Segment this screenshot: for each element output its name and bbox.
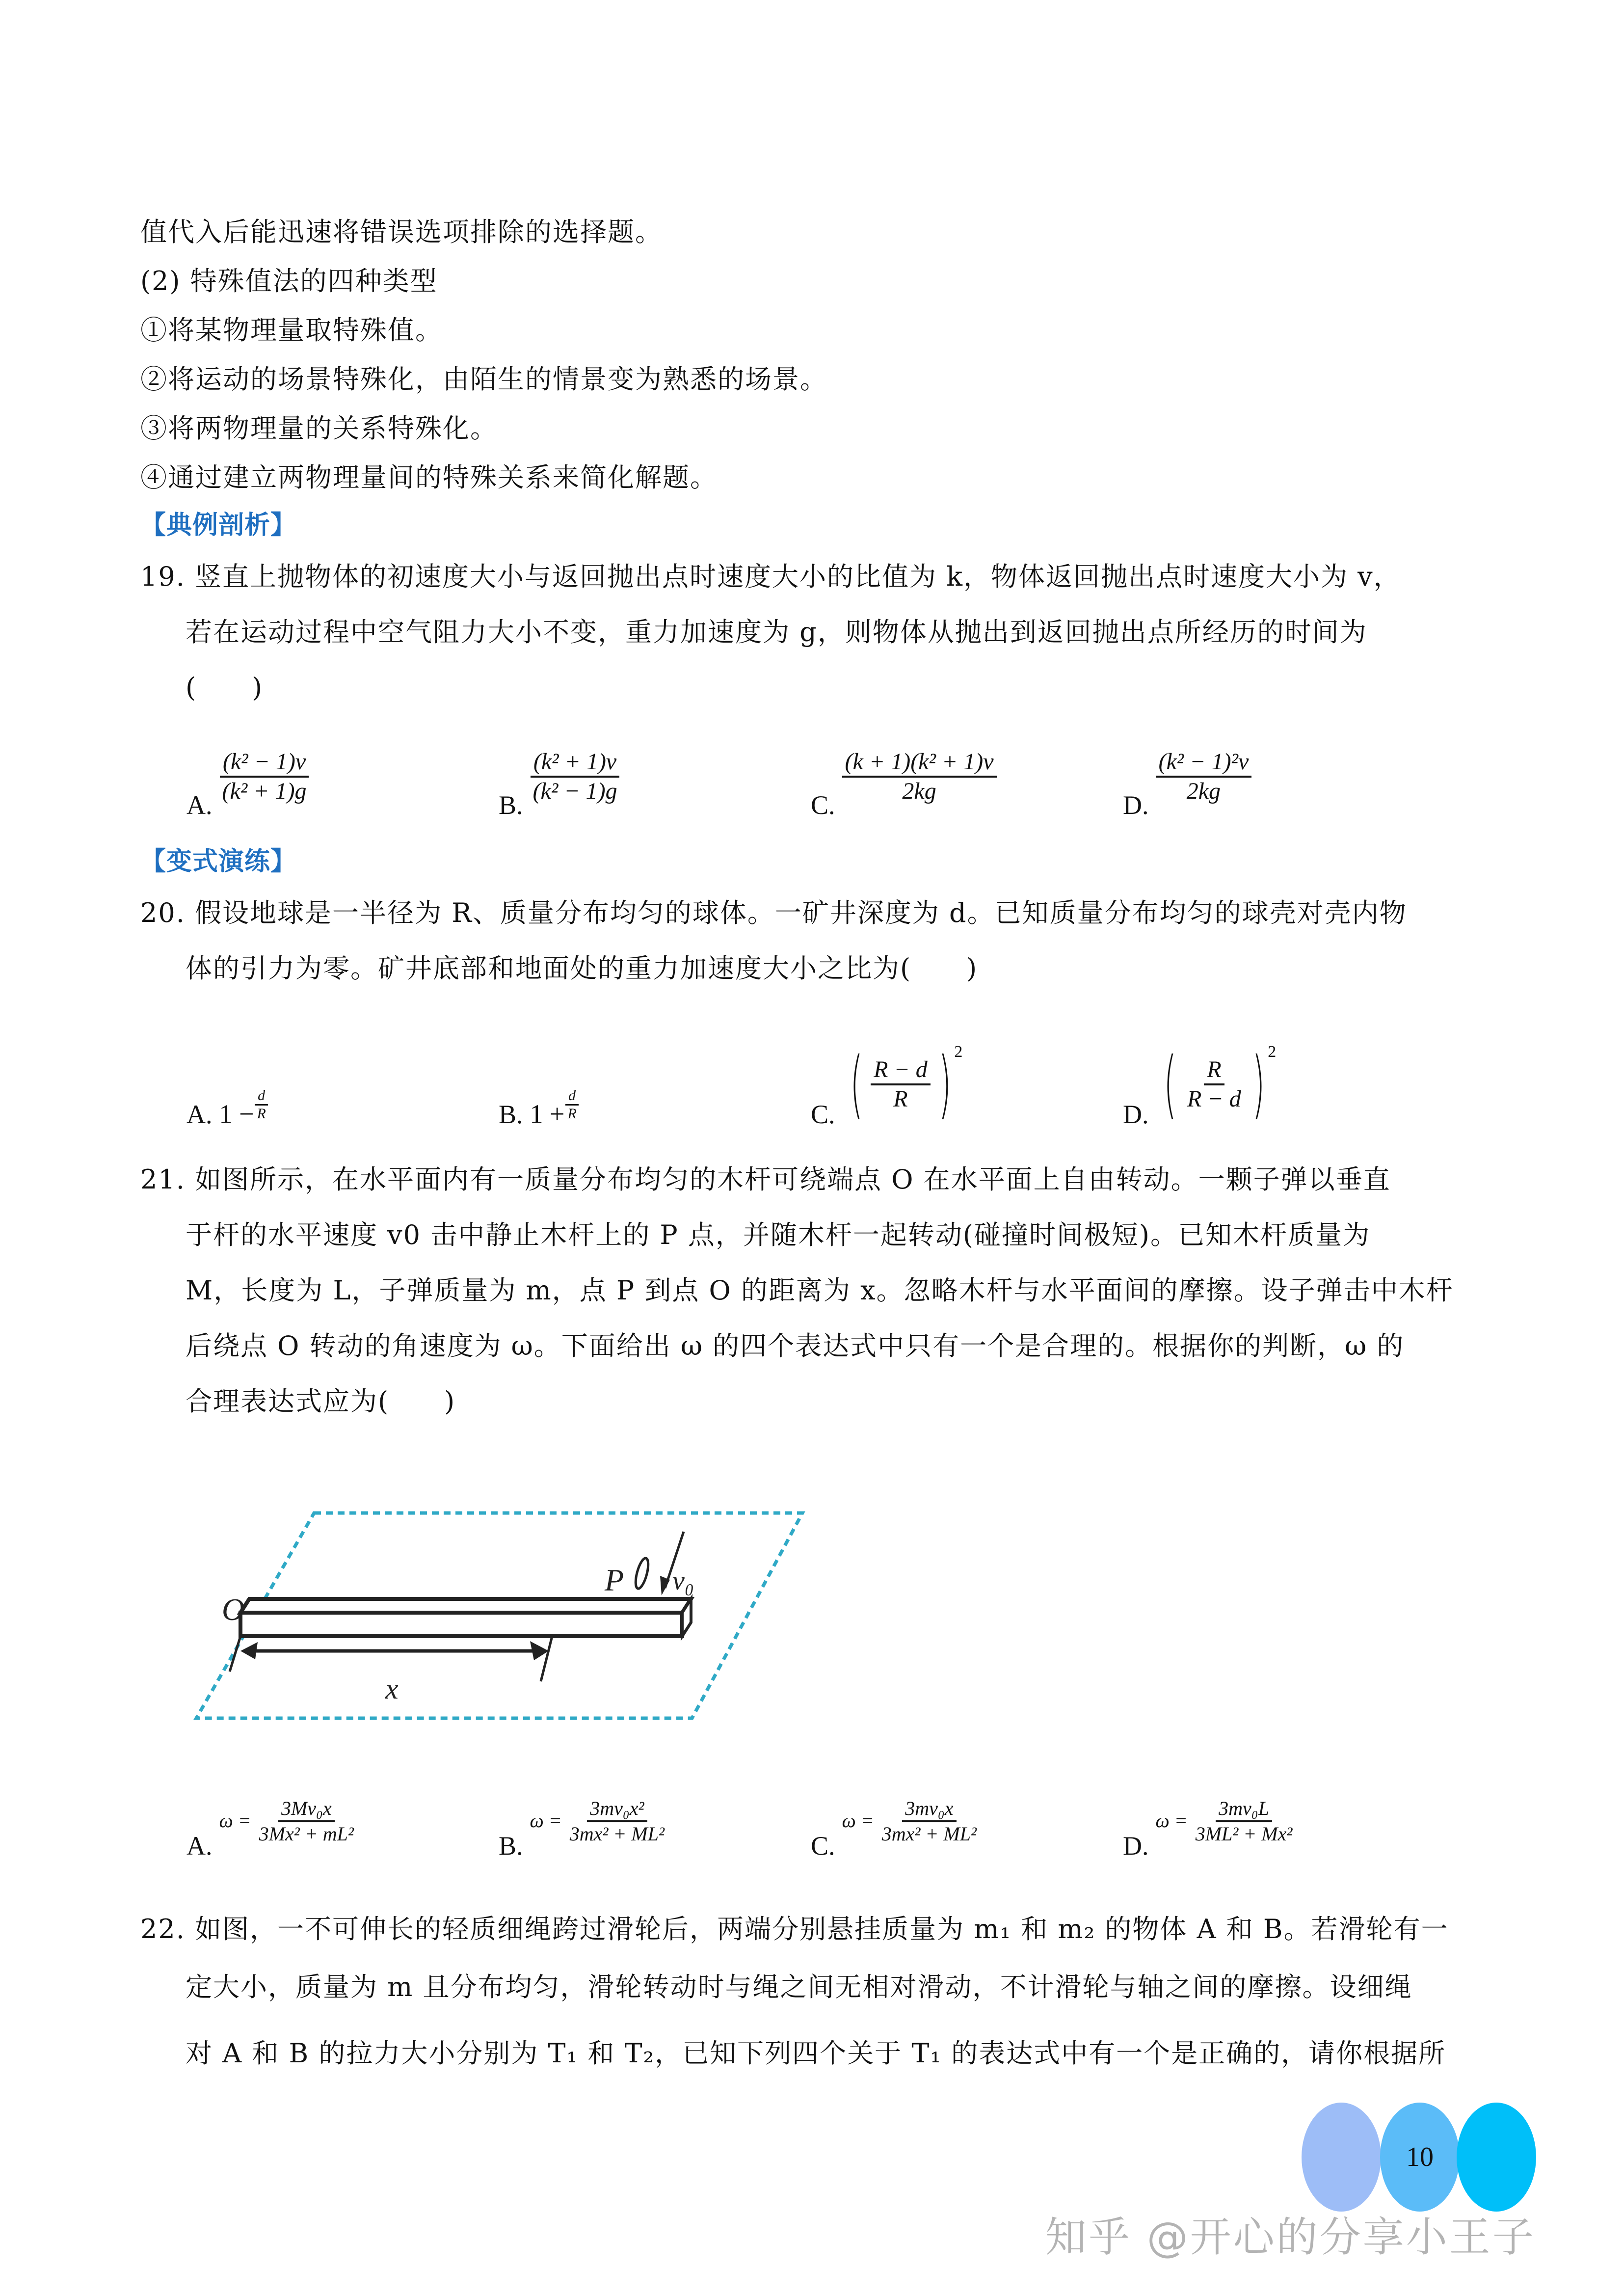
fraction-numerator: 3mv₀x <box>902 1797 956 1822</box>
option-label: C. <box>811 1831 835 1861</box>
question-text: 如图所示，在水平面内有一质量分布均匀的木杆可绕端点 O 在水平面上自由转动。一颗子弹以垂直 <box>195 1164 1391 1195</box>
option-label: D. <box>1123 1831 1149 1861</box>
fraction-numerator: (k + 1)(k² + 1)v <box>842 748 997 778</box>
fraction-numerator: 3mv₀x² <box>587 1797 647 1822</box>
fraction-denominator: R <box>257 1106 266 1122</box>
fraction-denominator: (k² − 1)g <box>532 778 617 804</box>
option-a[interactable] <box>186 1087 269 1129</box>
expression-prefix: 1 − <box>219 1099 254 1129</box>
option-b[interactable] <box>499 1797 667 1861</box>
question-text: 于杆的水平速度 v0 击中静止木杆上的 P 点，并随木杆一起转动(碰撞时间极短)。已知木杆质量为 <box>186 1219 1370 1250</box>
fraction-numerator: R − d <box>871 1056 931 1085</box>
question-text: 定大小，质量为 m 且分布均匀，滑轮转动时与绳之间无相对滑动，不计滑轮与轴之间的摩擦。设细绳 <box>186 1972 1412 2002</box>
question-text: 如图，一不可伸长的轻质细绳跨过滑轮后，两端分别悬挂质量为 m₁ 和 m₂ 的物体 A 和 B。若滑轮有一 <box>195 1914 1449 1945</box>
fraction-denominator: 2kg <box>1186 778 1221 804</box>
fraction-denominator: R <box>567 1106 577 1122</box>
option-label: A. <box>186 1831 213 1861</box>
option-label: B. <box>499 790 523 820</box>
rod-top-face <box>240 1599 691 1613</box>
badge-circle-icon <box>1457 2103 1536 2212</box>
intro-line: ③将两物理量的关系特殊化。 <box>140 413 498 444</box>
option-c[interactable] <box>811 1797 980 1861</box>
option-c[interactable] <box>811 1043 962 1129</box>
fraction-numerator: (k² − 1)v <box>220 748 309 778</box>
left-paren-icon: ( <box>850 1042 863 1127</box>
label-o: O <box>222 1592 245 1627</box>
fraction-numerator: R <box>1204 1056 1224 1085</box>
option-label: D. <box>1123 1100 1149 1129</box>
label-v0: v₀ <box>672 1566 694 1596</box>
badge-circle-icon <box>1302 2103 1381 2212</box>
right-paren-icon: ) <box>938 1042 952 1127</box>
fraction-numerator: d <box>255 1087 268 1106</box>
fraction-denominator: 3ML² + Mx² <box>1195 1823 1293 1845</box>
bullet-icon <box>633 1557 651 1590</box>
fraction-numerator: d <box>565 1087 579 1106</box>
options-row <box>186 1762 1487 1861</box>
omega-equals: ω = <box>219 1810 251 1832</box>
section-heading-practice: 【变式演练】 <box>140 847 297 876</box>
exponent: 2 <box>954 1043 963 1061</box>
label-x: x <box>385 1673 399 1705</box>
section-heading-example: 【典例剖析】 <box>140 511 297 540</box>
option-label: A. <box>186 790 213 820</box>
left-paren-icon: ( <box>1163 1042 1176 1127</box>
omega-equals: ω = <box>842 1810 874 1832</box>
question-text: 竖直上抛物体的初速度大小与返回抛出点时速度大小的比值为 k，物体返回抛出点时速度大小为 v， <box>195 561 1401 592</box>
rod-diagram-svg <box>191 1502 820 1748</box>
option-d[interactable] <box>1123 748 1251 820</box>
question-text: M，长度为 L，子弹质量为 m，点 P 到点 O 的距离为 x。忽略木杆与水平面间的摩擦。设子弹击中木杆 <box>186 1275 1454 1306</box>
right-paren-icon: ) <box>1251 1042 1265 1127</box>
intro-line: ①将某物理量取特殊值。 <box>140 315 443 346</box>
fraction-denominator: (k² + 1)g <box>222 778 307 804</box>
rod-diagram <box>191 1502 820 1748</box>
option-c[interactable] <box>811 748 997 820</box>
option-a[interactable] <box>186 748 310 820</box>
question-text: 若在运动过程中空气阻力大小不变，重力加速度为 g，则物体从抛出到返回抛出点所经历的时间为 <box>186 617 1367 648</box>
question-number: 22. <box>140 1914 186 1945</box>
exponent: 2 <box>1268 1043 1277 1061</box>
option-label: B. <box>499 1831 523 1861</box>
fraction-denominator: 2kg <box>902 778 936 804</box>
option-b[interactable] <box>499 748 620 820</box>
option-label: C. <box>811 790 835 820</box>
fraction-denominator: 3mx² + ML² <box>569 1823 665 1845</box>
option-d[interactable] <box>1123 1797 1295 1861</box>
option-a[interactable] <box>186 1797 357 1861</box>
intro-line: ②将运动的场景特殊化，由陌生的情景变为熟悉的场景。 <box>140 364 827 395</box>
option-label: C. <box>811 1100 835 1129</box>
question-text: 后绕点 O 转动的角速度为 ω。下面给出 ω 的四个表达式中只有一个是合理的。根据你的判断，ω 的 <box>186 1330 1405 1361</box>
answer-blank: 合理表达式应为( ) <box>186 1386 456 1417</box>
fraction-numerator: 3Mv₀x <box>278 1797 335 1822</box>
options-row <box>186 722 1487 820</box>
omega-equals: ω = <box>530 1810 562 1832</box>
answer-blank: ( ) <box>186 672 264 703</box>
options-row <box>186 1021 1487 1129</box>
arrow-head-left-icon <box>240 1642 258 1659</box>
option-label: A. <box>186 1100 213 1129</box>
fraction-denominator: 3Mx² + mL² <box>259 1823 354 1845</box>
question-number: 21. <box>140 1164 186 1195</box>
option-label: D. <box>1123 790 1149 820</box>
page-number-badge <box>1301 2103 1536 2215</box>
question-text: 假设地球是一半径为 R、质量分布均匀的球体。一矿井深度为 d。已知质量分布均匀的球壳对壳内物 <box>195 897 1407 928</box>
intro-line: (2) 特殊值法的四种类型 <box>140 266 438 297</box>
option-b[interactable] <box>499 1087 580 1129</box>
option-d[interactable] <box>1123 1043 1276 1129</box>
fraction-numerator: 3mv₀L <box>1216 1797 1272 1822</box>
dimension-tick-right <box>541 1636 552 1681</box>
question-text: 体的引力为零。矿井底部和地面处的重力加速度大小之比为( ) <box>186 953 978 984</box>
watermark: 知乎 @开心的分享小王子 <box>1045 2213 1536 2261</box>
page-number: 10 <box>1406 2142 1434 2172</box>
question-number: 19. <box>140 561 186 592</box>
rod-front-face <box>240 1613 682 1636</box>
fraction-denominator: 3mx² + ML² <box>881 1823 977 1845</box>
intro-line: 值代入后能迅速将错误选项排除的选择题。 <box>140 216 663 247</box>
intro-line: ④通过建立两物理量间的特殊关系来简化解题。 <box>140 462 718 493</box>
fraction-numerator: (k² + 1)v <box>531 748 619 778</box>
question-number: 20. <box>140 897 186 928</box>
fraction-numerator: (k² − 1)²v <box>1156 748 1252 778</box>
fraction-denominator: R <box>893 1086 908 1112</box>
expression-prefix: 1 + <box>530 1099 565 1129</box>
question-text: 对 A 和 B 的拉力大小分别为 T₁ 和 T₂，已知下列四个关于 T₁ 的表达式中有一个是正确的，请你根据所 <box>186 2038 1446 2069</box>
label-p: P <box>605 1563 624 1597</box>
fraction-denominator: R − d <box>1187 1086 1241 1112</box>
omega-equals: ω = <box>1155 1810 1188 1832</box>
option-label: B. <box>499 1100 523 1129</box>
